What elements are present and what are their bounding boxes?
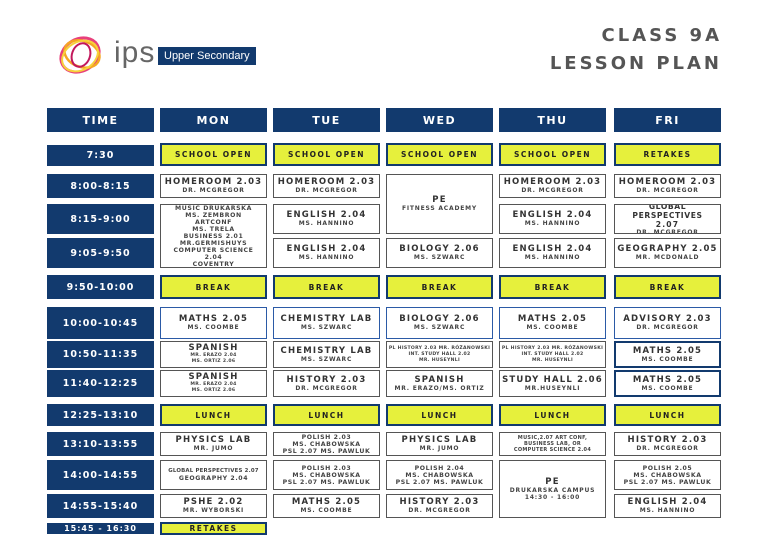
lesson-title: GLOBAL PERSPECTIVES bbox=[632, 204, 703, 220]
lesson-fri-maths bbox=[614, 370, 721, 397]
lesson-thu-english bbox=[499, 238, 606, 268]
lesson-title: POLISH 2.04 bbox=[414, 464, 465, 472]
lesson-title: POLISH 2.03 bbox=[301, 464, 352, 472]
lesson-tue-chemistry bbox=[273, 341, 380, 368]
lesson-title: BIOLOGY 2.06 bbox=[399, 314, 480, 324]
lesson-title: MATHS 2.05 bbox=[291, 497, 362, 507]
lunch-wed: LUNCH bbox=[386, 404, 493, 426]
lesson-fri-global bbox=[614, 204, 721, 234]
lesson-title: SPANISH bbox=[414, 374, 465, 385]
option-line: BUSINESS LAB, OR bbox=[523, 441, 582, 447]
lesson-thu-options bbox=[499, 432, 606, 456]
option-line: MS. TRELA bbox=[192, 225, 235, 233]
lesson-teacher: FITNESS ACADEMY bbox=[401, 205, 478, 212]
lesson-title: MATHS 2.05 bbox=[632, 374, 703, 385]
lesson-teacher: MR. ERAZO 2.04 bbox=[190, 353, 237, 358]
header-tue: TUE bbox=[273, 108, 380, 132]
time-slot: 9:05-9:50 bbox=[47, 238, 154, 268]
lesson-tue-polish bbox=[273, 432, 380, 456]
lesson-teacher: PSL 2.07 MS. PAWLUK bbox=[395, 478, 484, 486]
lesson-wed-biology bbox=[386, 238, 493, 268]
lesson-teacher: MS. CHABOWSKA bbox=[405, 471, 474, 479]
lesson-teacher: MS. CHABOWSKA bbox=[292, 440, 361, 448]
time-slot: 8:15-9:00 bbox=[47, 204, 154, 234]
retakes-fri: RETAKES bbox=[614, 143, 721, 166]
lesson-teacher: MS. SZWARC bbox=[300, 355, 353, 363]
option-line: BUSINESS 2.01 bbox=[183, 232, 244, 240]
lesson-tue-english bbox=[273, 238, 380, 268]
page-title bbox=[550, 22, 722, 78]
lesson-teacher: MS. HANNINO bbox=[298, 254, 355, 261]
lesson-thu-homeroom bbox=[499, 174, 606, 198]
lesson-wed-pe bbox=[386, 174, 493, 234]
lesson-title: PHYSICS LAB bbox=[401, 435, 478, 445]
lesson-mon-maths bbox=[160, 307, 267, 339]
lesson-teacher: MS. HANNINO bbox=[524, 220, 581, 227]
lesson-teacher: MR. JUMO bbox=[193, 445, 234, 452]
time-slot: 14:55-15:40 bbox=[47, 494, 154, 518]
lesson-title: SPANISH bbox=[188, 372, 239, 382]
lesson-title: HISTORY 2.03 bbox=[286, 374, 367, 385]
lesson-title: HOMEROOM 2.03 bbox=[164, 177, 263, 187]
lesson-title: ADVISORY 2.03 bbox=[623, 314, 712, 324]
title-line-1: CLASS 9A bbox=[601, 25, 722, 46]
lunch-tue: LUNCH bbox=[273, 404, 380, 426]
lesson-teacher: PSL 2.07 MS. PAWLUK bbox=[623, 478, 712, 486]
lesson-wed-physics bbox=[386, 432, 493, 456]
lesson-title: HISTORY 2.03 bbox=[399, 497, 480, 507]
lesson-teacher: MR. HUSEYNLI bbox=[532, 357, 573, 363]
lesson-teacher: MS. CHABOWSKA bbox=[292, 471, 361, 479]
option-line: COMPUTER SCIENCE 2.04 bbox=[513, 447, 592, 453]
lesson-teacher: MS. COOMBE bbox=[526, 324, 579, 331]
header-mon: MON bbox=[160, 108, 267, 132]
lesson-mon-homeroom bbox=[160, 174, 267, 198]
option-line: COVENTRY bbox=[192, 260, 235, 268]
lesson-fri-english bbox=[614, 494, 721, 518]
lesson-teacher: MS. ORTIZ 2.06 bbox=[191, 388, 236, 393]
lesson-title: HOMEROOM 2.03 bbox=[503, 177, 602, 187]
lesson-teacher: MS. HANNINO bbox=[639, 507, 696, 514]
lesson-wed-polish bbox=[386, 460, 493, 490]
lesson-fri-history bbox=[614, 432, 721, 456]
lesson-teacher: MR.HUSEYNLI bbox=[524, 384, 581, 392]
lunch-thu: LUNCH bbox=[499, 404, 606, 426]
lesson-title: ENGLISH 2.04 bbox=[512, 244, 593, 254]
lesson-teacher: MS. ORTIZ 2.06 bbox=[191, 359, 236, 364]
lesson-title: MATHS 2.05 bbox=[517, 314, 588, 324]
ips-swirl-icon bbox=[54, 28, 112, 82]
lesson-title: PE bbox=[432, 195, 447, 205]
lesson-title: PE bbox=[545, 476, 560, 487]
time-slot: 15:45 - 16:30 bbox=[47, 523, 154, 534]
time-slot: 14:00-14:55 bbox=[47, 460, 154, 490]
lesson-tue-english bbox=[273, 204, 380, 234]
lesson-teacher: MR. MCDONALD bbox=[635, 254, 700, 261]
lesson-teacher: INT. STUDY HALL 2.02 bbox=[408, 351, 471, 357]
lesson-title: HOMEROOM 2.03 bbox=[618, 177, 717, 187]
lesson-mon-pshe bbox=[160, 494, 267, 518]
lesson-teacher: MS. SZWARC bbox=[413, 324, 466, 331]
title-line-2: LESSON PLAN bbox=[549, 53, 722, 74]
lesson-title: GLOBAL PERSPECTIVES 2.07 bbox=[168, 468, 259, 474]
lesson-title: BIOLOGY 2.06 bbox=[399, 244, 480, 254]
option-line: ARTCONF bbox=[195, 218, 232, 226]
lesson-tue-history bbox=[273, 370, 380, 397]
lesson-teacher: GEOGRAPHY 2.04 bbox=[178, 475, 249, 482]
time-slot: 13:10-13:55 bbox=[47, 432, 154, 456]
lesson-teacher: DR. MCGREGOR bbox=[182, 187, 245, 194]
lesson-title: ENGLISH 2.04 bbox=[512, 210, 593, 220]
lesson-title: SPANISH bbox=[188, 343, 239, 353]
lesson-teacher: DR. MCGREGOR bbox=[636, 324, 699, 331]
lesson-teacher: PSL 2.07 MS. PAWLUK bbox=[282, 447, 371, 455]
lesson-mon-physics bbox=[160, 432, 267, 456]
lesson-teacher: DR. MCGREGOR bbox=[636, 229, 699, 234]
lesson-mon-spanish bbox=[160, 370, 267, 397]
lesson-teacher: DR. MCGREGOR bbox=[636, 445, 699, 452]
lesson-tue-homeroom bbox=[273, 174, 380, 198]
lesson-teacher: MS. HANNINO bbox=[298, 220, 355, 227]
lesson-teacher: MS. HANNINO bbox=[524, 254, 581, 261]
lesson-fri-polish bbox=[614, 460, 721, 490]
time-slot: 7:30 bbox=[47, 145, 154, 166]
school-open-tue: SCHOOL OPEN bbox=[273, 143, 380, 166]
lesson-title: POLISH 2.03 bbox=[301, 433, 352, 441]
lesson-teacher: MS. SZWARC bbox=[300, 324, 353, 331]
lesson-title: PL HISTORY 2.03 MR. RÓŻANOWSKI bbox=[388, 345, 491, 351]
lesson-title: STUDY HALL 2.06 bbox=[502, 374, 603, 385]
header-thu: THU bbox=[499, 108, 606, 132]
lesson-title: ENGLISH 2.04 bbox=[286, 244, 367, 254]
lesson-teacher: DR. MCGREGOR bbox=[636, 187, 699, 194]
lesson-title: POLISH 2.05 bbox=[642, 464, 693, 472]
lesson-mon-global bbox=[160, 460, 267, 490]
school-open-mon: SCHOOL OPEN bbox=[160, 143, 267, 166]
break-mon: BREAK bbox=[160, 275, 267, 299]
lesson-teacher: DRUKARSKA CAMPUS bbox=[509, 486, 596, 494]
lesson-fri-maths bbox=[614, 341, 721, 368]
option-line: 2.04 bbox=[204, 253, 223, 261]
lesson-teacher: MS. COOMBE bbox=[300, 507, 353, 514]
lesson-teacher: MS. COOMBE bbox=[187, 324, 240, 331]
lesson-tue-maths bbox=[273, 494, 380, 518]
header-fri: FRI bbox=[614, 108, 721, 132]
lesson-teacher: MR. JUMO bbox=[419, 445, 460, 452]
option-line: MS. ZEMBRON bbox=[185, 211, 242, 219]
ips-logo bbox=[54, 28, 264, 84]
lesson-teacher: INT. STUDY HALL 2.02 bbox=[521, 351, 584, 357]
lesson-fri-homeroom bbox=[614, 174, 721, 198]
lesson-mon-spanish bbox=[160, 341, 267, 368]
lesson-teacher: MR. WYBORSKI bbox=[182, 507, 245, 514]
option-line: MR.GERMISHUYS bbox=[179, 239, 248, 247]
lesson-title: HOMEROOM 2.03 bbox=[277, 177, 376, 187]
upper-secondary-badge: Upper Secondary bbox=[158, 47, 256, 65]
option-line: MUSIC DRUKARSKA bbox=[175, 204, 252, 212]
break-wed: BREAK bbox=[386, 275, 493, 299]
lesson-title: MATHS 2.05 bbox=[178, 314, 249, 324]
lesson-room: 2.07 bbox=[655, 220, 680, 229]
lesson-teacher: MR. ERAZO/MS. ORTIZ bbox=[394, 384, 485, 392]
lesson-title: PL HISTORY 2.03 MR. RÓŻANOWSKI bbox=[501, 345, 604, 351]
time-slot: 11:40-12:25 bbox=[47, 370, 154, 397]
header-wed: WED bbox=[386, 108, 493, 132]
break-thu: BREAK bbox=[499, 275, 606, 299]
lesson-fri-geography bbox=[614, 238, 721, 268]
time-slot: 10:50-11:35 bbox=[47, 341, 154, 368]
lesson-teacher: MS. CHABOWSKA bbox=[633, 471, 702, 479]
lesson-title: HISTORY 2.03 bbox=[627, 435, 708, 445]
lesson-wed-history bbox=[386, 494, 493, 518]
lesson-fri-advisory bbox=[614, 307, 721, 339]
lesson-thu-pe bbox=[499, 460, 606, 518]
time-slot: 12:25-13:10 bbox=[47, 404, 154, 426]
time-slot: 8:00-8:15 bbox=[47, 174, 154, 198]
lesson-teacher: MR. HUSEYNLI bbox=[419, 357, 460, 363]
time-slot: 10:00-10:45 bbox=[47, 307, 154, 339]
break-tue: BREAK bbox=[273, 275, 380, 299]
lesson-teacher: DR. MCGREGOR bbox=[408, 507, 471, 514]
lesson-title: ENGLISH 2.04 bbox=[627, 497, 708, 507]
lesson-teacher: DR. MCGREGOR bbox=[295, 384, 358, 392]
lesson-teacher: DR. MCGREGOR bbox=[295, 187, 358, 194]
lesson-teacher: MS. COOMBE bbox=[641, 355, 694, 363]
break-fri: BREAK bbox=[614, 275, 721, 299]
lesson-tue-polish bbox=[273, 460, 380, 490]
lesson-teacher: DR. MCGREGOR bbox=[521, 187, 584, 194]
option-line: COMPUTER SCIENCE bbox=[173, 246, 254, 254]
school-open-wed: SCHOOL OPEN bbox=[386, 143, 493, 166]
lesson-thu-study-hall bbox=[499, 370, 606, 397]
lesson-wed-spanish bbox=[386, 370, 493, 397]
lesson-title: CHEMISTRY LAB bbox=[280, 345, 373, 356]
lesson-tue-chemistry bbox=[273, 307, 380, 339]
lesson-teacher: MS. COOMBE bbox=[641, 384, 694, 392]
lesson-title: PHYSICS LAB bbox=[175, 435, 252, 445]
lesson-teacher: PSL 2.07 MS. PAWLUK bbox=[282, 478, 371, 486]
time-slot: 9:50-10:00 bbox=[47, 275, 154, 299]
lesson-title: CHEMISTRY LAB bbox=[280, 314, 373, 324]
lesson-title: MATHS 2.05 bbox=[632, 345, 703, 356]
lesson-thu-pl-history bbox=[499, 341, 606, 368]
school-open-thu: SCHOOL OPEN bbox=[499, 143, 606, 166]
logo-text: ips bbox=[114, 36, 156, 69]
lesson-time: 14:30 - 16:00 bbox=[524, 493, 581, 501]
lesson-mon-options bbox=[160, 204, 267, 268]
lesson-title: ENGLISH 2.04 bbox=[286, 210, 367, 220]
lesson-title: PSHE 2.02 bbox=[183, 497, 244, 507]
lunch-mon: LUNCH bbox=[160, 404, 267, 426]
option-line: MUSIC,2.07 ART CONF, bbox=[517, 435, 588, 441]
lunch-fri: LUNCH bbox=[614, 404, 721, 426]
header-time: TIME bbox=[47, 108, 154, 132]
lesson-wed-biology bbox=[386, 307, 493, 339]
lesson-wed-pl-history bbox=[386, 341, 493, 368]
lesson-thu-maths bbox=[499, 307, 606, 339]
lesson-thu-english bbox=[499, 204, 606, 234]
lesson-teacher: MR. ERAZO 2.04 bbox=[190, 382, 237, 387]
lesson-teacher: MS. SZWARC bbox=[413, 254, 466, 261]
lesson-title: GEOGRAPHY 2.05 bbox=[617, 244, 718, 254]
retakes-mon: RETAKES bbox=[160, 522, 267, 535]
